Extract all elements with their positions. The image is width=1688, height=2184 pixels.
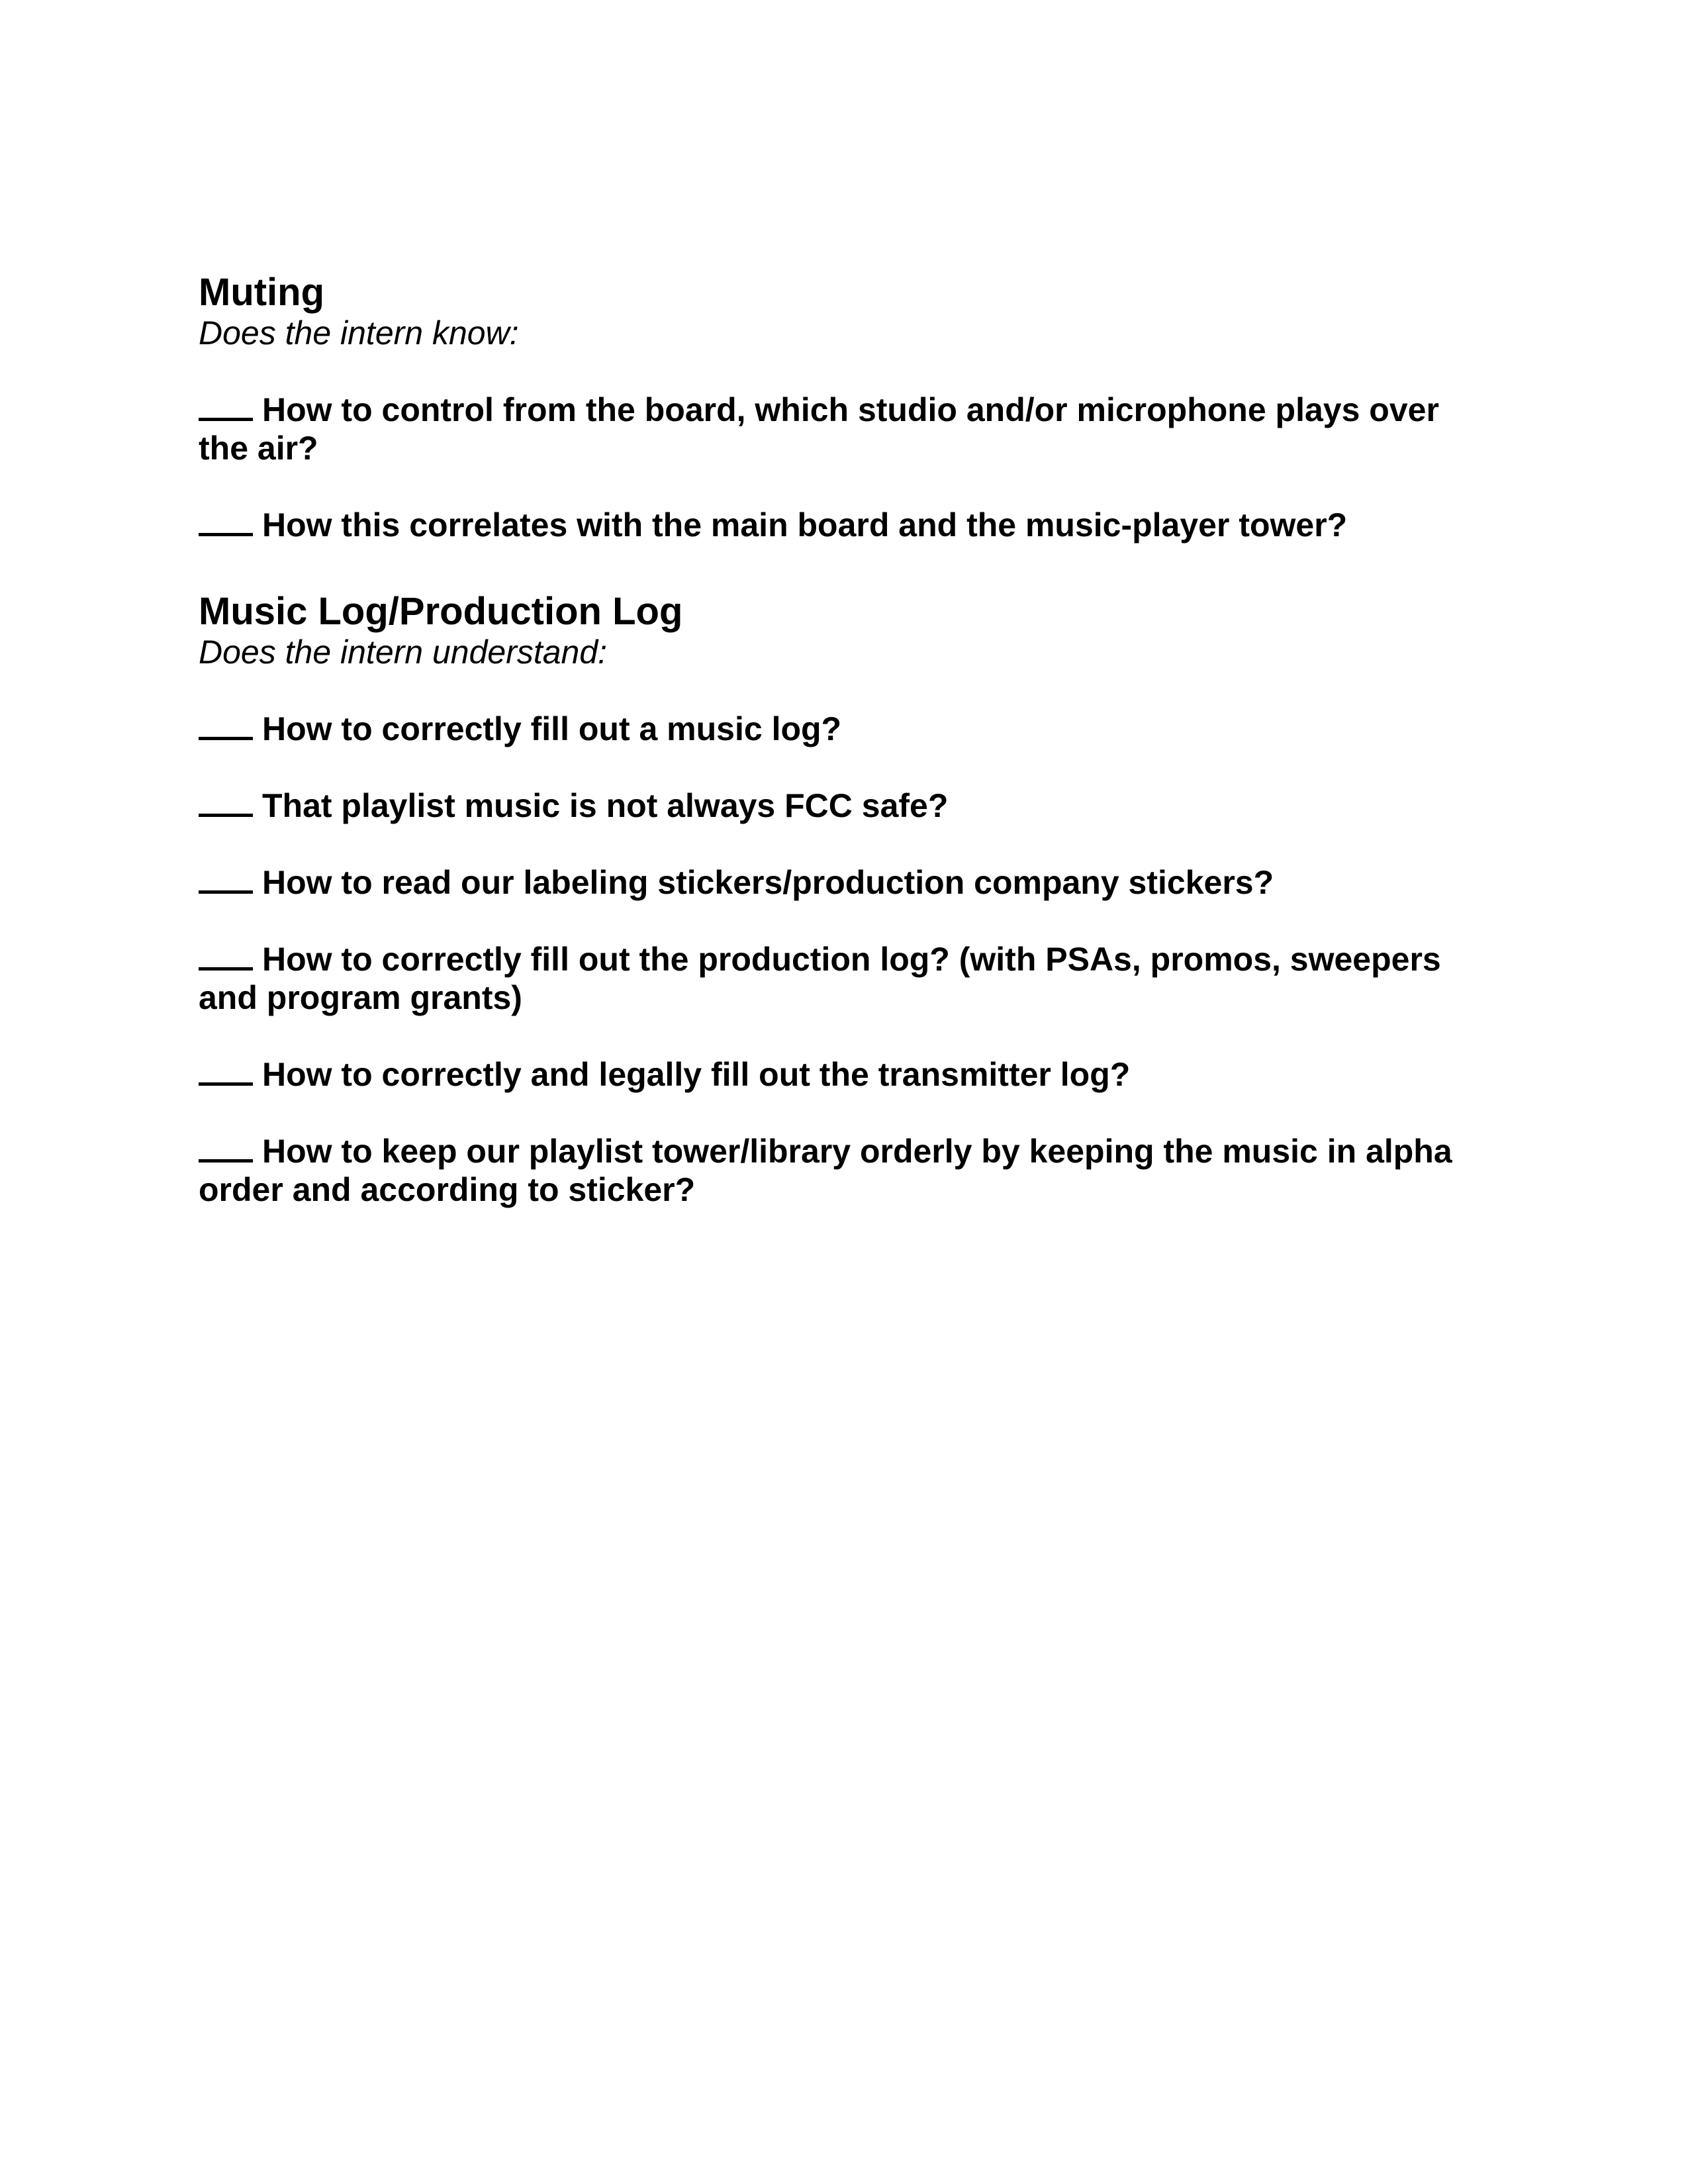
checklist-item-text: How this correlates with the main board and the music-player tower? xyxy=(262,506,1348,544)
checklist-item-text: How to read our labeling stickers/production company stickers? xyxy=(262,864,1274,901)
section-title: Music Log/Production Log xyxy=(199,590,683,633)
checkbox-blank-line[interactable] xyxy=(199,1057,253,1086)
checklist-item-text: How to control from the board, which studio and/or microphone plays over the air? xyxy=(199,391,1439,467)
checklist-item-text: That playlist music is not always FCC safe? xyxy=(262,787,949,824)
checklist-item xyxy=(199,1132,1489,1209)
checkbox-blank-line[interactable] xyxy=(199,392,253,421)
checkbox-blank-line[interactable] xyxy=(199,788,253,817)
checklist-item-text: How to keep our playlist tower/library orderly by keeping the music in alpha order and according to sticker? xyxy=(199,1133,1452,1208)
checkbox-blank-line[interactable] xyxy=(199,1133,253,1163)
section-title: Muting xyxy=(199,271,325,314)
checklist-item xyxy=(199,940,1489,1017)
checklist-item xyxy=(199,391,1489,467)
checklist-item-text: How to correctly fill out the production log? (with PSAs, promos, sweepers and program grants) xyxy=(199,941,1441,1016)
section-muting xyxy=(199,271,1489,544)
checklist-item xyxy=(199,1055,1489,1094)
checklist-item-text: How to correctly and legally fill out the transmitter log? xyxy=(262,1056,1131,1093)
section-subtitle: Does the intern understand: xyxy=(199,634,608,671)
section-music-log xyxy=(199,591,1489,1209)
checklist-item xyxy=(199,506,1489,544)
checkbox-blank-line[interactable] xyxy=(199,941,253,971)
checkbox-blank-line[interactable] xyxy=(199,507,253,536)
checkbox-blank-line[interactable] xyxy=(199,865,253,894)
section-subtitle: Does the intern know: xyxy=(199,314,519,352)
checklist-item xyxy=(199,710,1489,748)
checklist-item xyxy=(199,863,1489,902)
checkbox-blank-line[interactable] xyxy=(199,711,253,740)
document-page xyxy=(199,271,1489,1209)
checklist-item xyxy=(199,786,1489,825)
checklist-item-text: How to correctly fill out a music log? xyxy=(262,710,842,747)
